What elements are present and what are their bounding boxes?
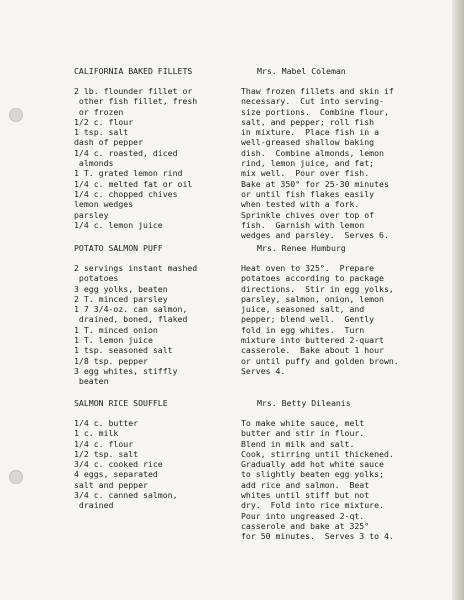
ingredient-line: 2 servings instant mashed bbox=[74, 263, 198, 273]
direction-line: size portions. Combine flour, bbox=[241, 106, 389, 117]
recipe-contributor: Mrs. Mabel Coleman bbox=[257, 66, 346, 76]
ingredient-line: lemon wedges bbox=[74, 199, 134, 210]
direction-line: casserole. Bake about 1 hour bbox=[241, 345, 384, 356]
recipe-title: POTATO SALMON PUFF bbox=[74, 243, 163, 253]
ingredient-line: 1/4 c. roasted, diced bbox=[74, 147, 178, 158]
ingredient-line: 4 eggs, separated bbox=[74, 469, 158, 480]
punch-hole bbox=[9, 108, 23, 122]
ingredient-line: 2 lb. flounder fillet or bbox=[74, 86, 193, 96]
direction-line: To make white sauce, melt bbox=[241, 418, 365, 428]
ingredient-line: salt and pepper bbox=[74, 479, 148, 490]
ingredient-line: 1/4 c. flour bbox=[74, 438, 134, 449]
direction-line: directions. Stir in egg yolks, bbox=[241, 283, 394, 294]
ingredient-line: 1/4 c. chopped chives bbox=[74, 188, 178, 199]
direction-line: mixture into buttered 2-quart bbox=[241, 335, 384, 346]
directions-text bbox=[241, 418, 394, 542]
ingredient-line: drained bbox=[74, 500, 114, 511]
ingredient-line: 1/2 c. flour bbox=[74, 116, 134, 127]
direction-line: butter and stir in flour. bbox=[241, 428, 365, 439]
ingredient-list bbox=[74, 418, 178, 511]
ingredient-line: parsley bbox=[74, 209, 109, 220]
direction-line: fold in egg whites. Turn bbox=[241, 324, 365, 335]
ingredient-line: beaten bbox=[74, 376, 109, 387]
ingredient-line: 3/4 c. cooked rice bbox=[74, 459, 163, 470]
direction-line: Serves 4. bbox=[241, 365, 286, 376]
ingredient-line: 1 T. minced onion bbox=[74, 324, 158, 335]
direction-line: to slightly beaten egg yolks; bbox=[241, 469, 384, 480]
ingredient-line: 3/4 c. canned salmon, bbox=[74, 490, 178, 501]
direction-line: in mixture. Place fish in a bbox=[241, 127, 380, 138]
ingredient-line: 1 c. milk bbox=[74, 428, 119, 439]
directions-text bbox=[241, 86, 394, 240]
direction-line: Thaw frozen fillets and skin if bbox=[241, 86, 394, 96]
direction-line: for 50 minutes. Serves 3 to 4. bbox=[241, 531, 394, 542]
ingredient-line: 2 T. minced parsley bbox=[74, 293, 168, 304]
direction-line: juice, seasoned salt, and bbox=[241, 304, 365, 315]
direction-line: parsley, salmon, onion, lemon bbox=[241, 293, 384, 304]
ingredient-line: potatoes bbox=[74, 273, 119, 284]
direction-line: Gradually add hot white sauce bbox=[241, 459, 384, 470]
ingredient-line: 1/4 c. melted fat or oil bbox=[74, 178, 193, 189]
direction-line: or until fish flakes easily bbox=[241, 188, 375, 199]
direction-line: rind, lemon juice, and fat; bbox=[241, 158, 375, 169]
direction-line: fish. Garnish with lemon bbox=[241, 219, 365, 230]
ingredient-list bbox=[74, 86, 197, 230]
punch-hole bbox=[9, 470, 23, 484]
direction-line: add rice and salmon. Beat bbox=[241, 479, 370, 490]
ingredient-line: 1/2 tsp. salt bbox=[74, 448, 139, 459]
recipe-contributor: Mrs. Renee Humburg bbox=[257, 243, 346, 253]
ingredient-line: 1/4 c. butter bbox=[74, 418, 139, 428]
direction-line: dish. Combine almonds, lemon bbox=[241, 147, 384, 158]
ingredient-line: or frozen bbox=[74, 106, 124, 117]
direction-line: mix well. Pour over fish. bbox=[241, 168, 370, 179]
ingredient-list bbox=[74, 263, 197, 387]
ingredient-line: 1 tsp. salt bbox=[74, 127, 129, 138]
ingredient-line: 1 7 3/4-oz. can salmon, bbox=[74, 304, 188, 315]
direction-line: necessary. Cut into serving- bbox=[241, 96, 384, 107]
direction-line: Sprinkle chives over top of bbox=[241, 209, 375, 220]
ingredient-line: 1/4 c. lemon juice bbox=[74, 219, 163, 230]
directions-text bbox=[241, 263, 399, 376]
direction-line: well-greased shallow baking bbox=[241, 137, 375, 148]
ingredient-line: dash of pepper bbox=[74, 137, 144, 148]
direction-line: or until puffy and golden brown. bbox=[241, 355, 399, 366]
direction-line: Cook, stirring until thickened. bbox=[241, 448, 394, 459]
ingredient-line: drained, boned, flaked bbox=[74, 314, 188, 325]
direction-line: dry. Fold into rice mixture. bbox=[241, 500, 384, 511]
recipe-contributor: Mrs. Betty Dileanis bbox=[257, 398, 351, 408]
direction-line: potatoes according to package bbox=[241, 273, 384, 284]
ingredient-line: 3 egg yolks, beaten bbox=[74, 283, 168, 294]
ingredient-line: almonds bbox=[74, 158, 114, 169]
ingredient-line: 3 egg whites, stiffly bbox=[74, 365, 178, 376]
direction-line: whites until stiff but not bbox=[241, 490, 370, 501]
direction-line: Blend in milk and salt. bbox=[241, 438, 355, 449]
ingredient-line: 1 tsp. seasoned salt bbox=[74, 345, 173, 356]
direction-line: wedges and parsley. Serves 6. bbox=[241, 230, 389, 241]
direction-line: Bake at 350° for 25-30 minutes bbox=[241, 178, 389, 189]
ingredient-line: 1 T. lemon juice bbox=[74, 335, 153, 346]
ingredient-line: 1 T. grated lemon rind bbox=[74, 168, 183, 179]
ingredient-line: other fish fillet, fresh bbox=[74, 96, 198, 107]
direction-line: Heat oven to 325°. Prepare bbox=[241, 263, 375, 273]
direction-line: pepper; blend well. Gently bbox=[241, 314, 375, 325]
direction-line: salt, and pepper; roll fish bbox=[241, 116, 375, 127]
direction-line: when tested with a fork. bbox=[241, 199, 360, 210]
ingredient-line: 1/8 tsp. pepper bbox=[74, 355, 148, 366]
recipe-title: SALMON RICE SOUFFLE bbox=[74, 398, 168, 408]
page-edge bbox=[452, 0, 464, 600]
recipe-title: CALIFORNIA BAKED FILLETS bbox=[74, 66, 193, 76]
direction-line: casserole and bake at 325° bbox=[241, 520, 370, 531]
direction-line: Pour into ungreased 2-qt. bbox=[241, 510, 365, 521]
